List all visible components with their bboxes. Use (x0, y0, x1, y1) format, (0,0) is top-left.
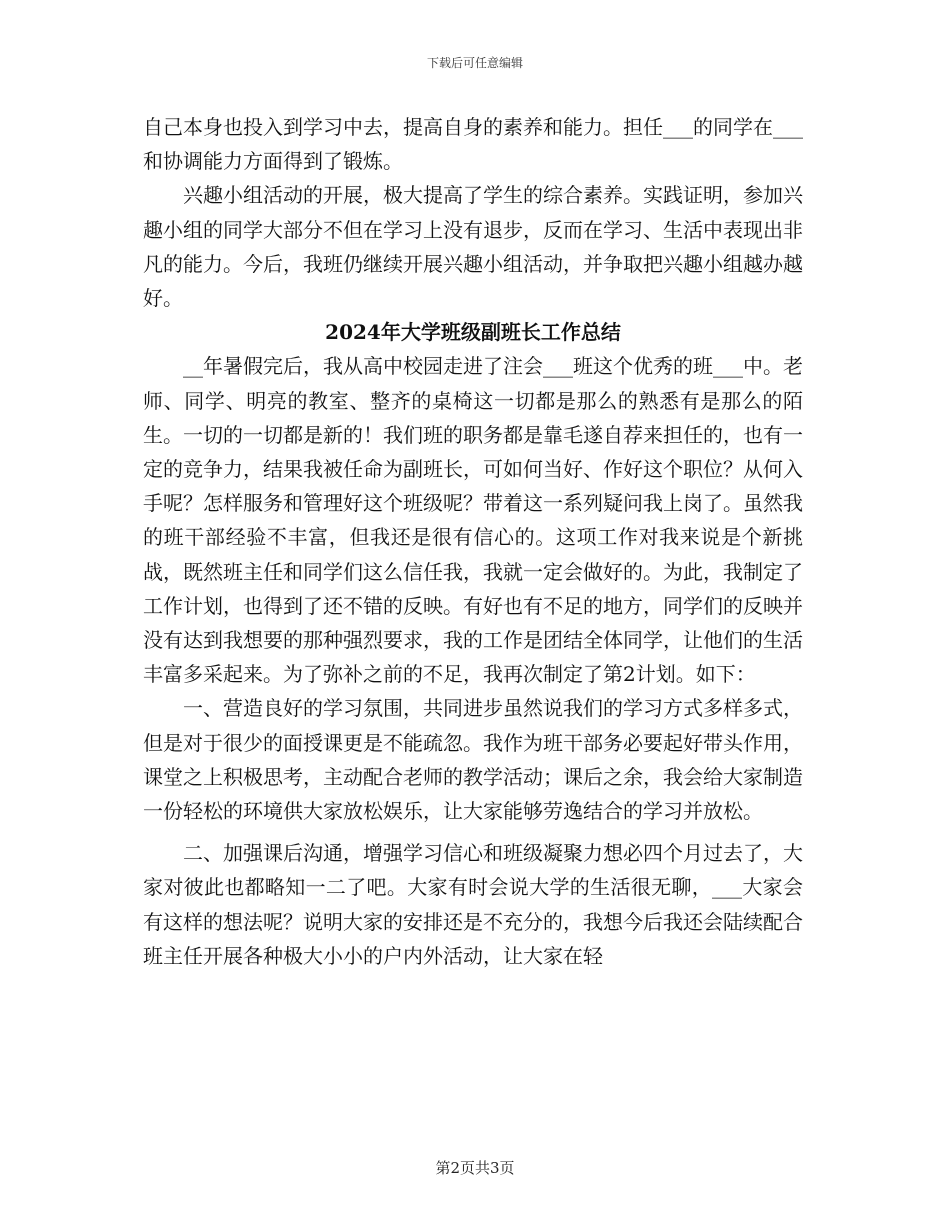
paragraph: 二、加强课后沟通，增强学习信心和班级凝聚力想必四个月过去了，大家对彼此也都略知一二了吧。大家有时会说大学的生活很无聊，___大家会有这样的想法呢？说明大家的安排还是不充分的，我想今后我还会陆续配合班主任开展各种极大小小的户内外活动，让大家在轻 (143, 841, 803, 968)
paragraph-continued: 自己本身也投入到学习中去，提高自身的素养和能力。担任___的同学在___和协调能力方面得到了锻炼。 (143, 115, 803, 174)
paragraph: __年暑假完后，我从高中校园走进了注会___班这个优秀的班___中。老师、同学、明亮的教室、整齐的桌椅这一切都是那么的熟悉有是那么的陌生。一切的一切都是新的！我们班的职务都是靠毛遂自荐来担任的，也有一定的竞争力，结果我被任命为副班长，可如何当好、作好这个职位？从何入手呢？怎样服务和管理好这个班级呢？带着这一系列疑问我上岗了。虽然我的班干部经验不丰富，但我还是很有信心的。这项工作对我来说是个新挑战，既然班主任和同学们这么信任我，我就一定会做好的。为此，我制定了工作计划，也得到了还不错的反映。有好也有不足的地方，同学们的反映并没有达到我想要的那种强烈要求，我的工作是团结全体同学，让他们的生活丰富多采起来。为了弥补之前的不足，我再次制定了第2计划。如下： (143, 354, 803, 687)
paragraph: 兴趣小组活动的开展，极大提高了学生的综合素养。实践证明，参加兴趣小组的同学大部分不但在学习上没有退步，反而在学习、生活中表现出非凡的能力。今后，我班仍继续开展兴趣小组活动，并争取把兴趣小组越办越好。 (143, 183, 803, 311)
paragraph: 一、营造良好的学习氛围，共同进步虽然说我们的学习方式多样多式，但是对于很少的面授课更是不能疏忽。我作为班干部务必要起好带头作用，课堂之上积极思考，主动配合老师的教学活动；课后之余，我会给大家制造一份轻松的环境供大家放松娱乐，让大家能够劳逸结合的学习并放松。 (143, 696, 803, 824)
document-body (143, 110, 803, 973)
section-title: 2024年大学班级副班长工作总结 (325, 320, 621, 345)
page-header: 下载后可任意编辑 (426, 56, 523, 70)
page-footer: 第2页共3页 (435, 1159, 515, 1177)
